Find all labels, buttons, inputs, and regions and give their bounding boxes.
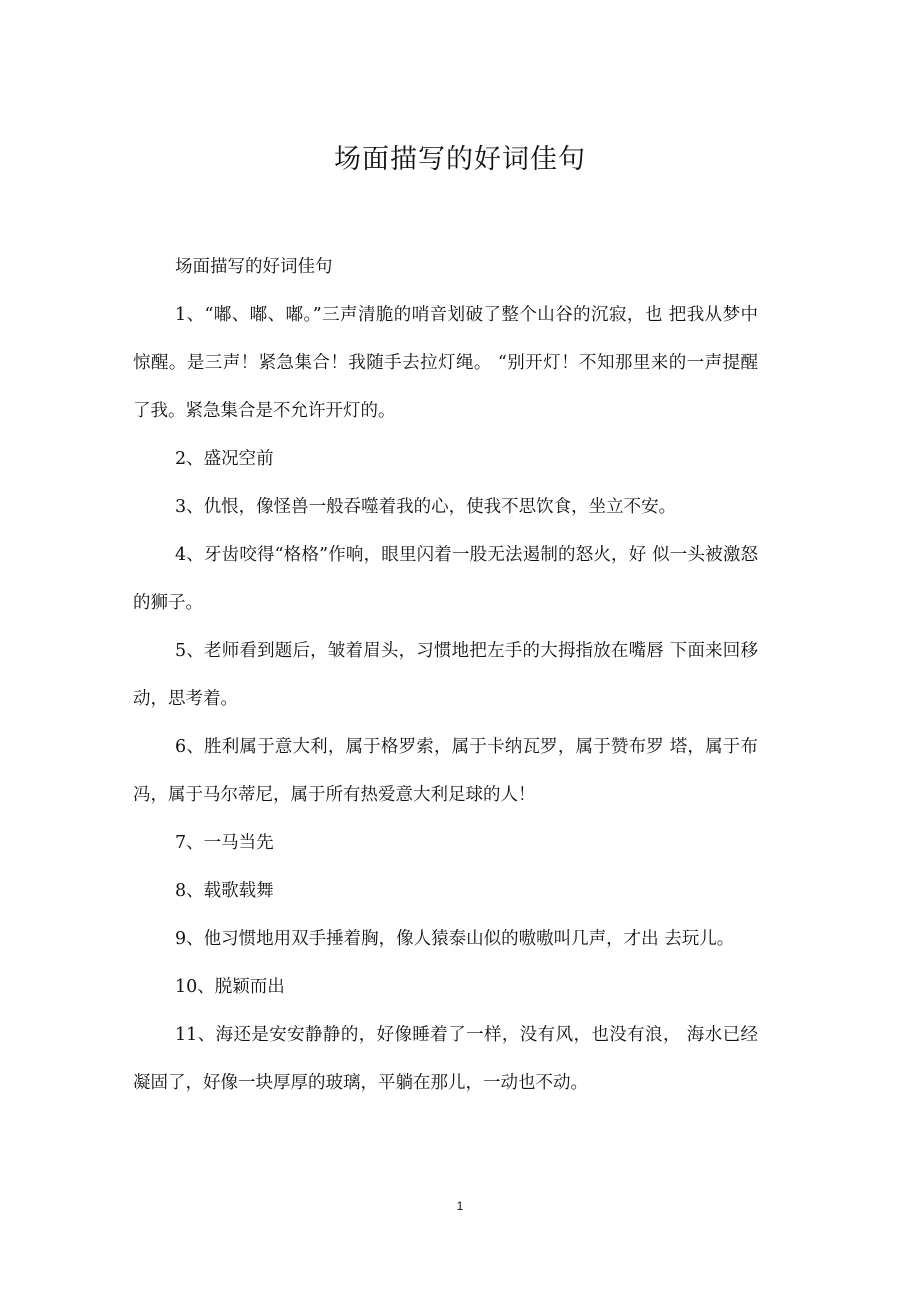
page-number: 1 (456, 1199, 464, 1213)
document-body (133, 243, 758, 1107)
document-title: 场面描写的好词佳句 (334, 144, 586, 175)
paragraph-item-6: 6、胜利属于意大利，属于格罗索，属于卡纳瓦罗，属于赞布罗 塔，属于布冯，属于马尔蒂尼，属于所有热爱意大利足球的人！ (133, 737, 758, 805)
paragraph-item-9: 9、他习惯地用双手捶着胸，像人猿泰山似的嗷嗷叫几声，才出 去玩儿。 (175, 929, 735, 949)
paragraph-heading: 场面描写的好词佳句 (175, 257, 333, 277)
paragraph-item-1: 1、“嘟、嘟、嘟。”三声清脆的哨音划破了整个山谷的沉寂，也 把我从梦中惊醒。是三声！紧急集合！我随手去拉灯绳。 “别开灯！不知那里来的一声提醒了我。紧急集合是不允许开灯的。 (133, 305, 758, 421)
paragraph-item-8: 8、载歌载舞 (175, 881, 274, 901)
paragraph-item-11: 11、海还是安安静静的，好像睡着了一样，没有风，也没有浪， 海水已经凝固了，好像一块厚厚的玻璃，平躺在那儿，一动也不动。 (133, 1025, 758, 1093)
paragraph-item-4: 4、牙齿咬得“格格”作响，眼里闪着一股无法遏制的怒火，好 似一头被激怒的狮子。 (133, 545, 758, 613)
paragraph-item-2: 2、盛况空前 (175, 449, 274, 469)
paragraph-item-10: 10、脱颖而出 (175, 977, 285, 997)
paragraph-item-7: 7、一马当先 (175, 833, 274, 853)
paragraph-item-3: 3、仇恨，像怪兽一般吞噬着我的心，使我不思饮食，坐立不安。 (175, 497, 677, 517)
paragraph-item-5: 5、老师看到题后，皱着眉头，习惯地把左手的大拇指放在嘴唇 下面来回移动，思考着。 (133, 641, 758, 709)
